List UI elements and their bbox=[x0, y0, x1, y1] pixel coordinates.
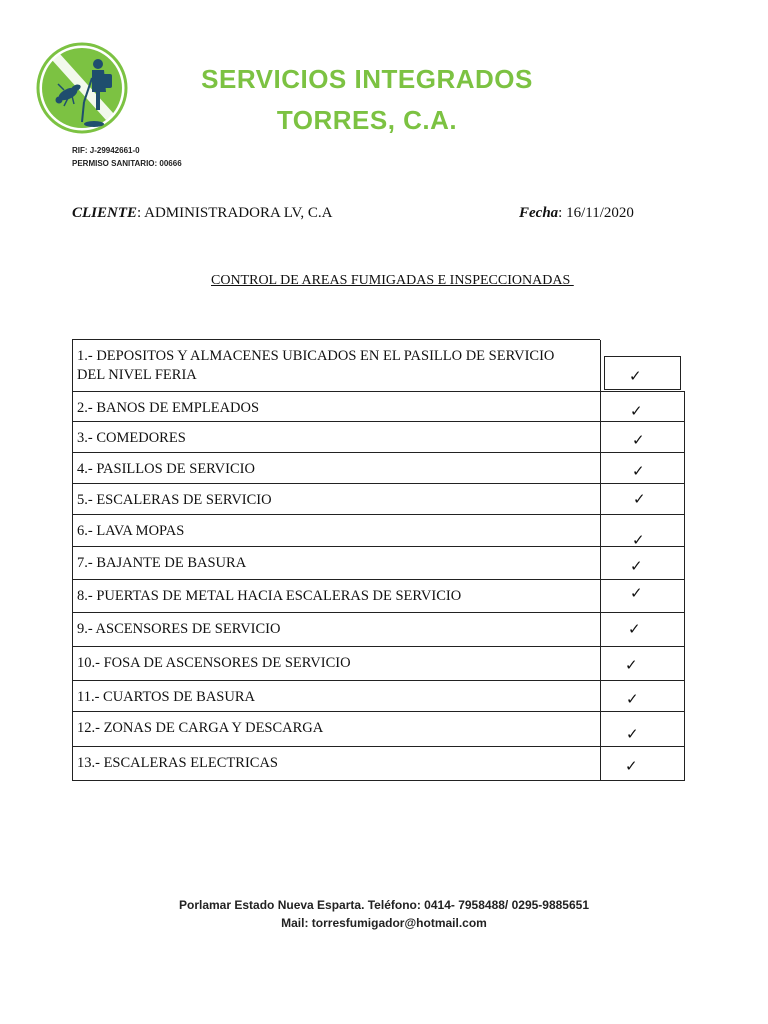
column-divider bbox=[600, 681, 601, 711]
check-mark-icon: ✓ bbox=[633, 490, 646, 508]
company-name-line2: TORRES, C.A. bbox=[276, 105, 458, 135]
area-row bbox=[72, 613, 685, 647]
check-mark-icon: ✓ bbox=[630, 557, 643, 575]
area-label: 11.- CUARTOS DE BASURA bbox=[77, 689, 255, 705]
area-row bbox=[72, 712, 685, 747]
footer-address-phone: Porlamar Estado Nueva Esparta. Teléfono: 0414- 7958488/ 0295-9885651 bbox=[179, 898, 589, 912]
column-divider bbox=[600, 422, 601, 452]
area-label: 8.- PUERTAS DE METAL HACIA ESCALERAS DE SERVICIO bbox=[77, 588, 462, 604]
check-mark-icon: ✓ bbox=[626, 725, 639, 743]
client-label: CLIENTE bbox=[72, 205, 138, 221]
column-divider bbox=[600, 647, 601, 680]
area-label: 12.- ZONAS DE CARGA Y DESCARGA bbox=[77, 720, 324, 736]
area-label: 7.- BAJANTE DE BASURA bbox=[77, 555, 247, 571]
area-row bbox=[72, 747, 685, 781]
area-label: 4.- PASILLOS DE SERVICIO bbox=[77, 461, 255, 477]
check-cell-box bbox=[604, 356, 681, 390]
column-divider bbox=[600, 747, 601, 780]
column-divider bbox=[600, 613, 601, 646]
company-logo-icon bbox=[34, 40, 130, 136]
column-divider bbox=[600, 453, 601, 483]
area-label: 13.- ESCALERAS ELECTRICAS bbox=[77, 755, 278, 771]
areas-table bbox=[72, 340, 685, 781]
rif-number: RIF: J-29942661-0 bbox=[72, 146, 140, 155]
area-row bbox=[72, 580, 685, 613]
check-mark-icon: ✓ bbox=[632, 531, 645, 549]
area-label: 10.- FOSA DE ASCENSORES DE SERVICIO bbox=[77, 655, 351, 671]
date-value: : 16/11/2020 bbox=[558, 205, 634, 221]
check-mark-icon: ✓ bbox=[628, 620, 641, 638]
area-label: 5.- ESCALERAS DE SERVICIO bbox=[77, 492, 272, 508]
area-row bbox=[72, 453, 685, 484]
check-mark-icon: ✓ bbox=[625, 656, 638, 674]
client-value: : ADMINISTRADORA LV, C.A bbox=[137, 205, 333, 221]
company-name-line1: SERVICIOS INTEGRADOS bbox=[201, 64, 533, 94]
area-label: 3.- COMEDORES bbox=[77, 430, 186, 446]
area-label: 2.- BANOS DE EMPLEADOS bbox=[77, 400, 260, 416]
area-row bbox=[72, 681, 685, 712]
area-label: 6.- LAVA MOPAS bbox=[77, 523, 185, 539]
column-divider bbox=[600, 515, 601, 546]
sanitary-permit: PERMISO SANITARIO: 00666 bbox=[72, 159, 182, 168]
date-line bbox=[519, 205, 634, 222]
check-mark-icon: ✓ bbox=[625, 757, 638, 775]
column-divider bbox=[600, 340, 601, 391]
check-mark-icon: ✓ bbox=[626, 690, 639, 708]
area-row bbox=[72, 392, 685, 422]
area-label: 1.- DEPOSITOS Y ALMACENES UBICADOS EN EL PASILLO DE SERVICIO DEL NIVEL FERIA bbox=[77, 348, 555, 383]
area-row bbox=[72, 547, 685, 580]
column-divider bbox=[600, 712, 601, 746]
area-row bbox=[72, 647, 685, 681]
check-mark-icon: ✓ bbox=[632, 431, 645, 449]
area-label: 9.- ASCENSORES DE SERVICIO bbox=[77, 621, 281, 637]
document-title: CONTROL DE AREAS FUMIGADAS E INSPECCIONADAS bbox=[211, 273, 574, 288]
footer-email: Mail: torresfumigador@hotmail.com bbox=[281, 916, 487, 930]
date-label: Fecha bbox=[519, 205, 559, 221]
column-divider bbox=[600, 580, 601, 612]
column-divider bbox=[600, 484, 601, 514]
check-mark-icon: ✓ bbox=[630, 584, 643, 602]
area-row bbox=[72, 484, 685, 515]
check-mark-icon: ✓ bbox=[630, 402, 643, 420]
area-row bbox=[72, 422, 685, 453]
area-row bbox=[72, 340, 685, 392]
column-divider bbox=[600, 547, 601, 579]
column-divider bbox=[600, 392, 601, 421]
check-mark-icon: ✓ bbox=[632, 462, 645, 480]
client-line bbox=[72, 205, 332, 222]
check-mark-icon: ✓ bbox=[629, 367, 642, 385]
area-row bbox=[72, 515, 685, 547]
